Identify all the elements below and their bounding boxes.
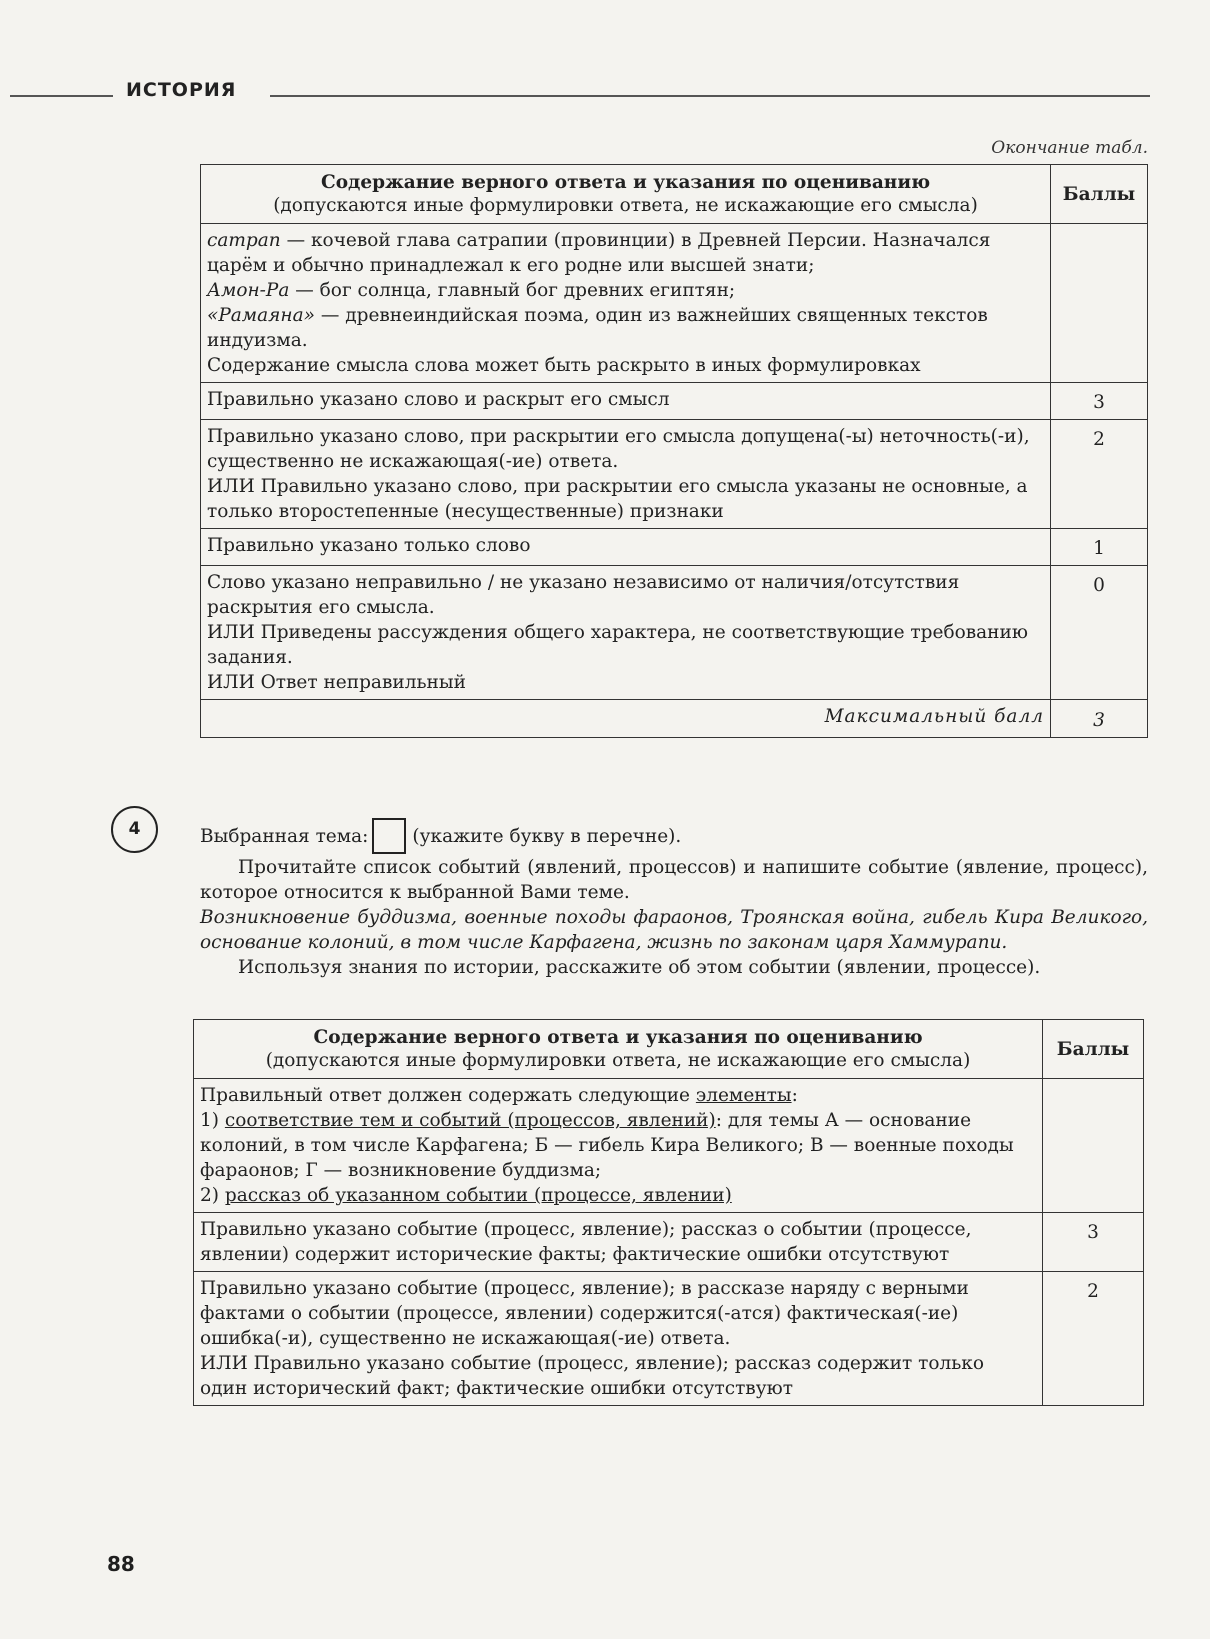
points-empty-cell [1051,224,1148,383]
table-row-content [194,1079,1144,1213]
def-ramayana: — древнеиндийская поэма, один из важнейших священных текстов индуизма. [207,305,988,351]
table-row [194,1272,1144,1406]
term-amon-ra: Амон-Ра [207,280,290,301]
question-instruction: Прочитайте список событий (явлений, процессов) и напишите событие (явление, процесс), которое относится к выбранной Вами теме. [200,857,1148,903]
content-intro-end: : [791,1085,798,1106]
criterion-cell: Правильно указано слово и раскрыт его смысл [201,383,1051,420]
header-line1: Содержание верного ответа и указания по оцениванию [320,172,931,193]
criterion-text: Правильно указано слово, при раскрытии его смысла допущена(-ы) неточность(-и), существенно не искажающая(-ие) ответа. [207,426,1030,472]
scoring-table-task4 [193,1019,1144,1406]
item1-underlined: соответствие тем и событий (процессов, явлений) [224,1110,716,1131]
criterion-cell [201,420,1051,529]
topic-answer-box[interactable] [372,818,406,854]
header-points-cell [1051,165,1148,224]
header-points: Баллы [1056,1038,1130,1060]
points-cell: 2 [1043,1272,1144,1406]
criterion-or-text: ИЛИ Правильно указано событие (процесс, явление); рассказ содержит только один исторический факт; фактические ошибки отсутствуют [200,1353,984,1399]
content-intro-underlined: элементы [695,1085,792,1106]
max-score-value: 3 [1051,700,1148,738]
table-row [194,1213,1144,1272]
points-cell: 3 [1043,1213,1144,1272]
question-task: Используя знания по истории, расскажите об этом событии (явлении, процессе). [238,957,1041,978]
content-note: Содержание смысла слова может быть раскрыто в иных формулировках [207,355,921,376]
table-continuation-note: Окончание табл. [991,138,1148,158]
table-row [201,566,1148,700]
criterion-or-text: ИЛИ Правильно указано слово, при раскрытии его смысла указаны не основные, а только второстепенные (несущественные) признаки [207,476,1028,522]
content-intro: Правильный ответ должен содержать следующие [200,1085,696,1106]
item1-number: 1) [200,1110,225,1131]
topic-line [200,818,1148,854]
header-line2: (допускаются иные формулировки ответа, не искажающие его смысла) [265,1050,971,1071]
points-cell: 0 [1051,566,1148,700]
subject-title: ИСТОРИЯ [126,79,237,101]
table-row [201,529,1148,566]
points-cell: 2 [1051,420,1148,529]
table-row [201,420,1148,529]
answer-content-cell [194,1079,1043,1213]
header-points: Баллы [1062,183,1136,205]
question-body [200,855,1148,980]
header-points-cell [1043,1020,1144,1079]
scoring-table-task3 [200,164,1148,738]
header-rule-right [270,95,1150,97]
page-number: 88 [107,1552,135,1576]
header-line2: (допускаются иные формулировки ответа, не искажающие его смысла) [273,195,978,216]
header-rule-left [10,95,113,97]
term-ramayana: «Рамаяна» [207,305,315,326]
points-cell: 1 [1051,529,1148,566]
points-cell: 3 [1051,383,1148,420]
criterion-or-text: ИЛИ Приведены рассуждения общего характера, не соответствующие требованию задания. [207,622,1028,668]
answer-content-cell [201,224,1051,383]
def-satrap: — кочевой глава сатрапии (провинции) в Древней Персии. Назначался царём и обычно принадлежал к его родне или высшей знати; [207,230,991,276]
max-score-label: Максимальный балл [201,700,1051,738]
criterion-cell: Правильно указано событие (процесс, явление); рассказ о событии (процессе, явлении) содержит исторические факты; фактические ошибки отсутствуют [194,1213,1043,1272]
header-content-cell [194,1020,1043,1079]
criterion-or-text-2: ИЛИ Ответ неправильный [207,672,466,693]
points-empty-cell [1043,1079,1144,1213]
question-events-list: Возникновение буддизма, военные походы фараонов, Троянская война, гибель Кира Великого, основание колоний, в том числе Карфагена, жизнь по законам царя Хаммурапи. [200,907,1148,953]
table-row-content [201,224,1148,383]
topic-hint: (укажите букву в перечне). [412,826,682,847]
criterion-cell [201,566,1051,700]
criterion-text: Правильно указано событие (процесс, явление); в рассказе наряду с верными фактами о событии (процессе, явлении) содержится(-атся) фактическая(-ие) ошибка(-и), существенно не искажающая(-ие) ответа. [200,1278,969,1349]
table-header-row [201,165,1148,224]
table-header-row [194,1020,1144,1079]
header-content-cell [201,165,1051,224]
item2-underlined: рассказ об указанном событии (процессе, явлении) [224,1185,732,1206]
term-satrap: сатрап [207,230,281,251]
criterion-cell: Правильно указано только слово [201,529,1051,566]
criterion-text: Слово указано неправильно / не указано независимо от наличия/отсутствия раскрытия его смысла. [207,572,960,618]
def-amon-ra: — бог солнца, главный бог древних египтян; [289,280,736,301]
topic-label: Выбранная тема: [200,826,369,847]
item2-number: 2) [200,1185,225,1206]
criterion-cell [194,1272,1043,1406]
header-line1: Содержание верного ответа и указания по оцениванию [313,1027,923,1048]
question-number: 4 [111,806,158,853]
table-row [201,383,1148,420]
max-score-row [201,700,1148,738]
item1-text: : для темы А — основание колоний, в том числе Карфагена; Б — гибель Кира Великого; В — военные походы фараонов; Г — возникновение буддизма; [200,1110,1014,1181]
